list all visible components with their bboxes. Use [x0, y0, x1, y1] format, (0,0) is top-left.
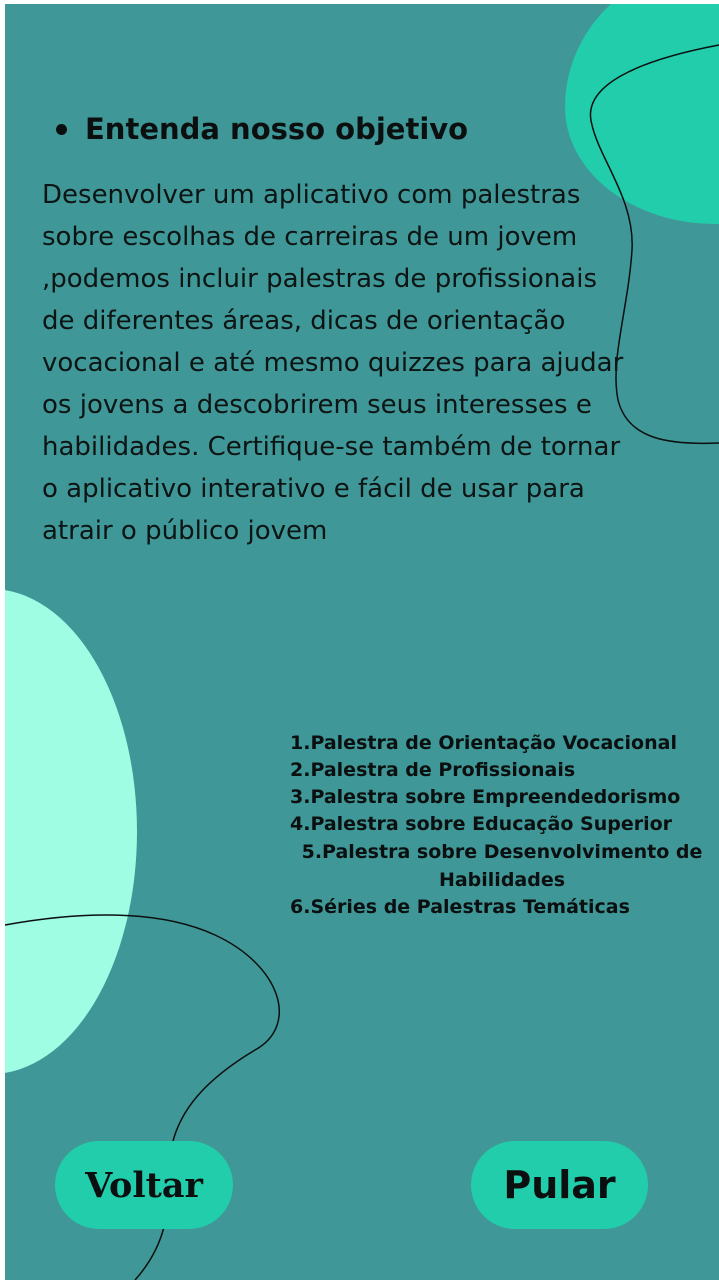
topic-item: 3.Palestra sobre Empreendedorismo	[290, 786, 681, 808]
section-description: Desenvolver um aplicativo com palestras sobre escolhas de carreiras de um jovem ,podemos incluir palestras de profissionais de diferentes áreas, dicas de orientação vocacional e até mesmo quizzes para ajudar os jovens a descobrirem seus interesses e habilidades. Certifique-se também de tornar o aplicativo interativo e fácil de usar para atrair o público jovem	[42, 180, 624, 546]
topic-item: 2.Palestra de Profissionais	[290, 759, 576, 781]
decorative-blob-left	[5, 589, 137, 1074]
topic-item: 5.Palestra sobre Desenvolvimento de Habilidades	[301, 841, 703, 891]
skip-button[interactable]: Pular	[471, 1141, 648, 1229]
section-heading	[56, 112, 468, 146]
topic-item: 1.Palestra de Orientação Vocacional	[290, 732, 677, 754]
bullet-dot-icon	[56, 124, 67, 135]
topics-list	[290, 730, 710, 921]
back-button[interactable]: Voltar	[55, 1141, 233, 1229]
topic-item: 4.Palestra sobre Educação Superior	[290, 813, 673, 835]
section-heading-text: Entenda nosso objetivo	[85, 112, 469, 146]
topic-item: 6.Séries de Palestras Temáticas	[290, 896, 630, 918]
